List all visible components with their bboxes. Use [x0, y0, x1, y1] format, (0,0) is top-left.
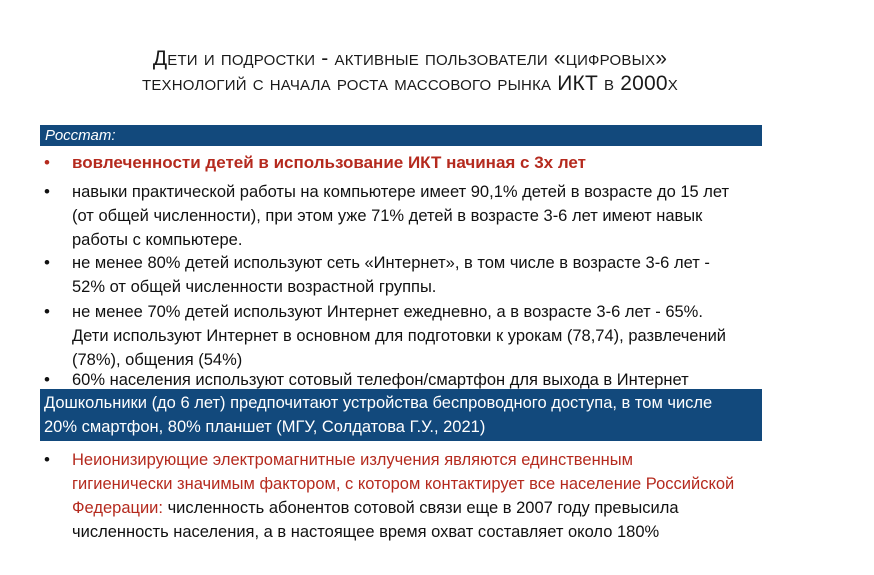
list-item-text: [72, 448, 734, 544]
source-bar: [40, 125, 762, 146]
bullet-icon: •: [44, 153, 50, 172]
list-item-line: численность населения, а в настоящее время охват составляет около 180%: [72, 523, 660, 541]
bullet-icon: •: [44, 450, 50, 469]
list-item-line: не менее 80% детей используют сеть «Интернет», в том числе в возрасте 3-6 лет -: [72, 254, 710, 272]
list-item-line: 60% населения используют сотовый телефон/смартфон для выхода в Интернет: [72, 371, 689, 389]
bullet-icon: •: [44, 253, 50, 272]
list-item-line: не менее 70% детей используют Интернет ежедневно, а в возрасте 3-6 лет - 65%.: [72, 303, 703, 321]
title-line-1: Дети и подростки - активные пользователи «цифровых»: [152, 47, 668, 70]
list-item-line: (78%), общения (54%): [72, 351, 243, 369]
highlight-line: 20% смартфон, 80% планшет (МГУ, Солдатова Г.У., 2021): [44, 418, 486, 436]
title-line-2: технологий с начала роста массового рынка ИКТ в 2000х: [141, 72, 679, 95]
source-label: Росстат:: [45, 127, 116, 144]
bullet-icon: •: [44, 370, 50, 389]
list-item-text: [72, 251, 710, 299]
highlight-bar: [40, 389, 762, 441]
list-item-line: (от общей численности), при этом уже 71% детей в возрасте 3-6 лет имеют навык: [72, 207, 703, 225]
federation-red-text: Федерации:: [72, 499, 163, 517]
bullet-icon: •: [44, 182, 50, 201]
list-item-line: навыки практической работы на компьютере имеет 90,1% детей в возрасте до 15 лет: [72, 183, 730, 201]
list-item-line: Неионизирующие электромагнитные излучения являются единственным: [72, 451, 633, 469]
list-item-line: 52% от общей численности возрастной группы.: [72, 278, 437, 296]
list-item-line: работы с компьютере.: [72, 231, 243, 249]
highlight-line: Дошкольники (до 6 лет) предпочитают устройства беспроводного доступа, в том числе: [44, 394, 713, 412]
subscribers-text: численность абонентов сотовой связи еще в 2007 году превысила: [162, 499, 679, 517]
list-item-line-mixed: [72, 496, 734, 520]
heading-text: вовлеченности детей в использование ИКТ начиная с 3х лет: [72, 153, 586, 172]
slide-title: [60, 46, 760, 96]
list-item-line: гигиенически значимым фактором, с котором контактирует все население Российской: [72, 475, 735, 493]
list-item-text: [72, 180, 729, 252]
bullet-icon: •: [44, 302, 50, 321]
list-item-line: Дети используют Интернет в основном для подготовки к урокам (78,74), развлечений: [72, 327, 727, 345]
list-item-text: [72, 300, 726, 372]
